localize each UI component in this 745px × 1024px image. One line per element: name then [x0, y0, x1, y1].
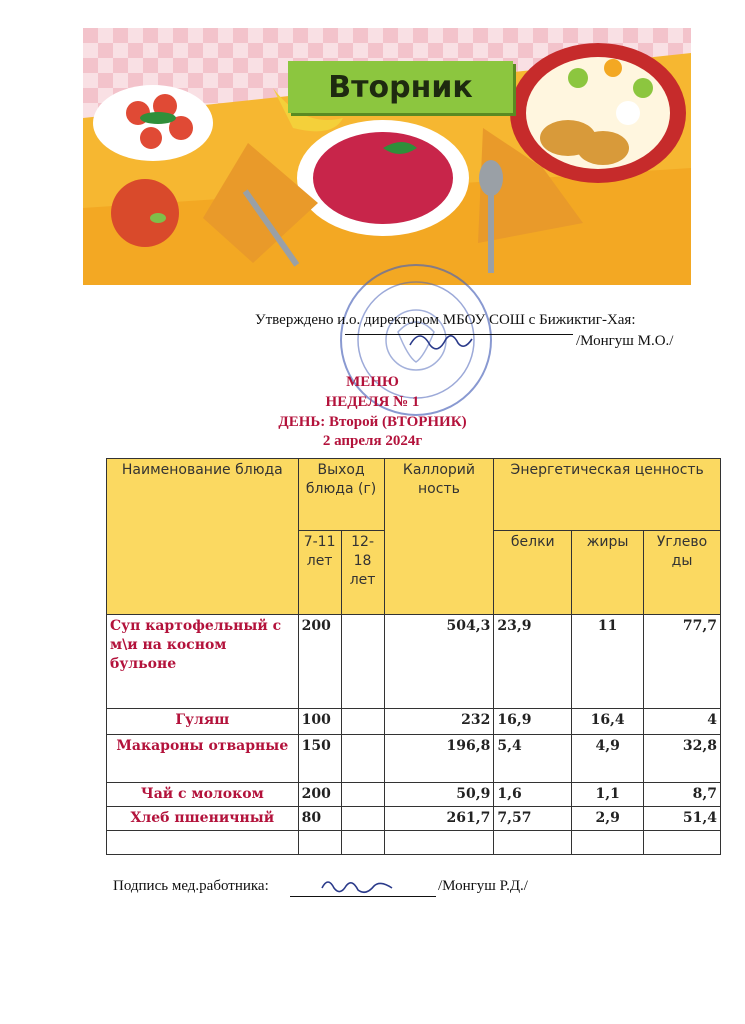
table-row — [107, 735, 721, 783]
fat-value: 1,1 — [572, 783, 644, 807]
fat-value: 4,9 — [572, 735, 644, 783]
protein-value: 1,6 — [494, 783, 572, 807]
yield-7-11: 80 — [298, 807, 341, 831]
col-yield-header: Выход блюда (г) — [298, 459, 384, 531]
medic-signature-label: Подпись мед.работника: — [113, 878, 269, 894]
calories-value: 232 — [384, 709, 494, 735]
yield-12-18 — [341, 807, 384, 831]
menu-banner — [83, 28, 691, 285]
carbs-value: 32,8 — [644, 735, 721, 783]
carbs-value: 51,4 — [644, 807, 721, 831]
fat-value: 11 — [572, 615, 644, 709]
carbs-value: 77,7 — [644, 615, 721, 709]
carbs-value: 4 — [644, 709, 721, 735]
approval-text: Утверждено и.о. директором МБОУ СОШ с Бижиктиг-Хая: — [255, 312, 636, 328]
table-row-empty — [107, 831, 721, 855]
day-heading: ДЕНЬ: Второй (ВТОРНИК) — [278, 414, 467, 430]
dish-name: Суп картофельный с м\и на косном бульоне — [107, 615, 299, 709]
sub-age1-header: 7-11 лет — [298, 531, 341, 615]
empty-cell — [572, 831, 644, 855]
table-row — [107, 783, 721, 807]
yield-12-18 — [341, 783, 384, 807]
calories-value: 196,8 — [384, 735, 494, 783]
calories-value: 504,3 — [384, 615, 494, 709]
calories-value: 50,9 — [384, 783, 494, 807]
empty-cell — [494, 831, 572, 855]
medic-name: /Монгуш Р.Д./ — [438, 878, 528, 894]
protein-value: 5,4 — [494, 735, 572, 783]
sub-fat-header: жиры — [572, 531, 644, 615]
director-signature — [405, 325, 475, 355]
col-calories-header: Каллорий ность — [384, 459, 494, 615]
dish-name: Чай с молоком — [107, 783, 299, 807]
protein-value: 16,9 — [494, 709, 572, 735]
yield-7-11: 100 — [298, 709, 341, 735]
protein-value: 7,57 — [494, 807, 572, 831]
empty-cell — [341, 831, 384, 855]
empty-cell — [107, 831, 299, 855]
medic-signature — [318, 874, 398, 898]
empty-cell — [298, 831, 341, 855]
day-title: Вторник — [288, 61, 513, 113]
yield-7-11: 150 — [298, 735, 341, 783]
date-heading: 2 апреля 2024г — [322, 433, 423, 449]
calories-value: 261,7 — [384, 807, 494, 831]
dish-name: Хлеб пшеничный — [107, 807, 299, 831]
carbs-value: 8,7 — [644, 783, 721, 807]
director-name: /Монгуш М.О./ — [576, 333, 674, 349]
week-heading: НЕДЕЛЯ № 1 — [325, 394, 420, 410]
dish-name: Гуляш — [107, 709, 299, 735]
fat-value: 16,4 — [572, 709, 644, 735]
table-row — [107, 615, 721, 709]
yield-12-18 — [341, 709, 384, 735]
sub-age2-header: 12-18 лет — [341, 531, 384, 615]
table-row — [107, 807, 721, 831]
yield-12-18 — [341, 735, 384, 783]
col-energy-header: Энергетическая ценность — [494, 459, 721, 531]
menu-table — [106, 458, 721, 855]
col-name-header: Наименование блюда — [107, 459, 299, 615]
table-row — [107, 709, 721, 735]
empty-cell — [384, 831, 494, 855]
sub-carbs-header: Углево ды — [644, 531, 721, 615]
menu-heading: МЕНЮ — [346, 374, 399, 390]
dish-name: Макароны отварные — [107, 735, 299, 783]
yield-7-11: 200 — [298, 783, 341, 807]
protein-value: 23,9 — [494, 615, 572, 709]
sub-protein-header: белки — [494, 531, 572, 615]
yield-12-18 — [341, 615, 384, 709]
yield-7-11: 200 — [298, 615, 341, 709]
fat-value: 2,9 — [572, 807, 644, 831]
empty-cell — [644, 831, 721, 855]
